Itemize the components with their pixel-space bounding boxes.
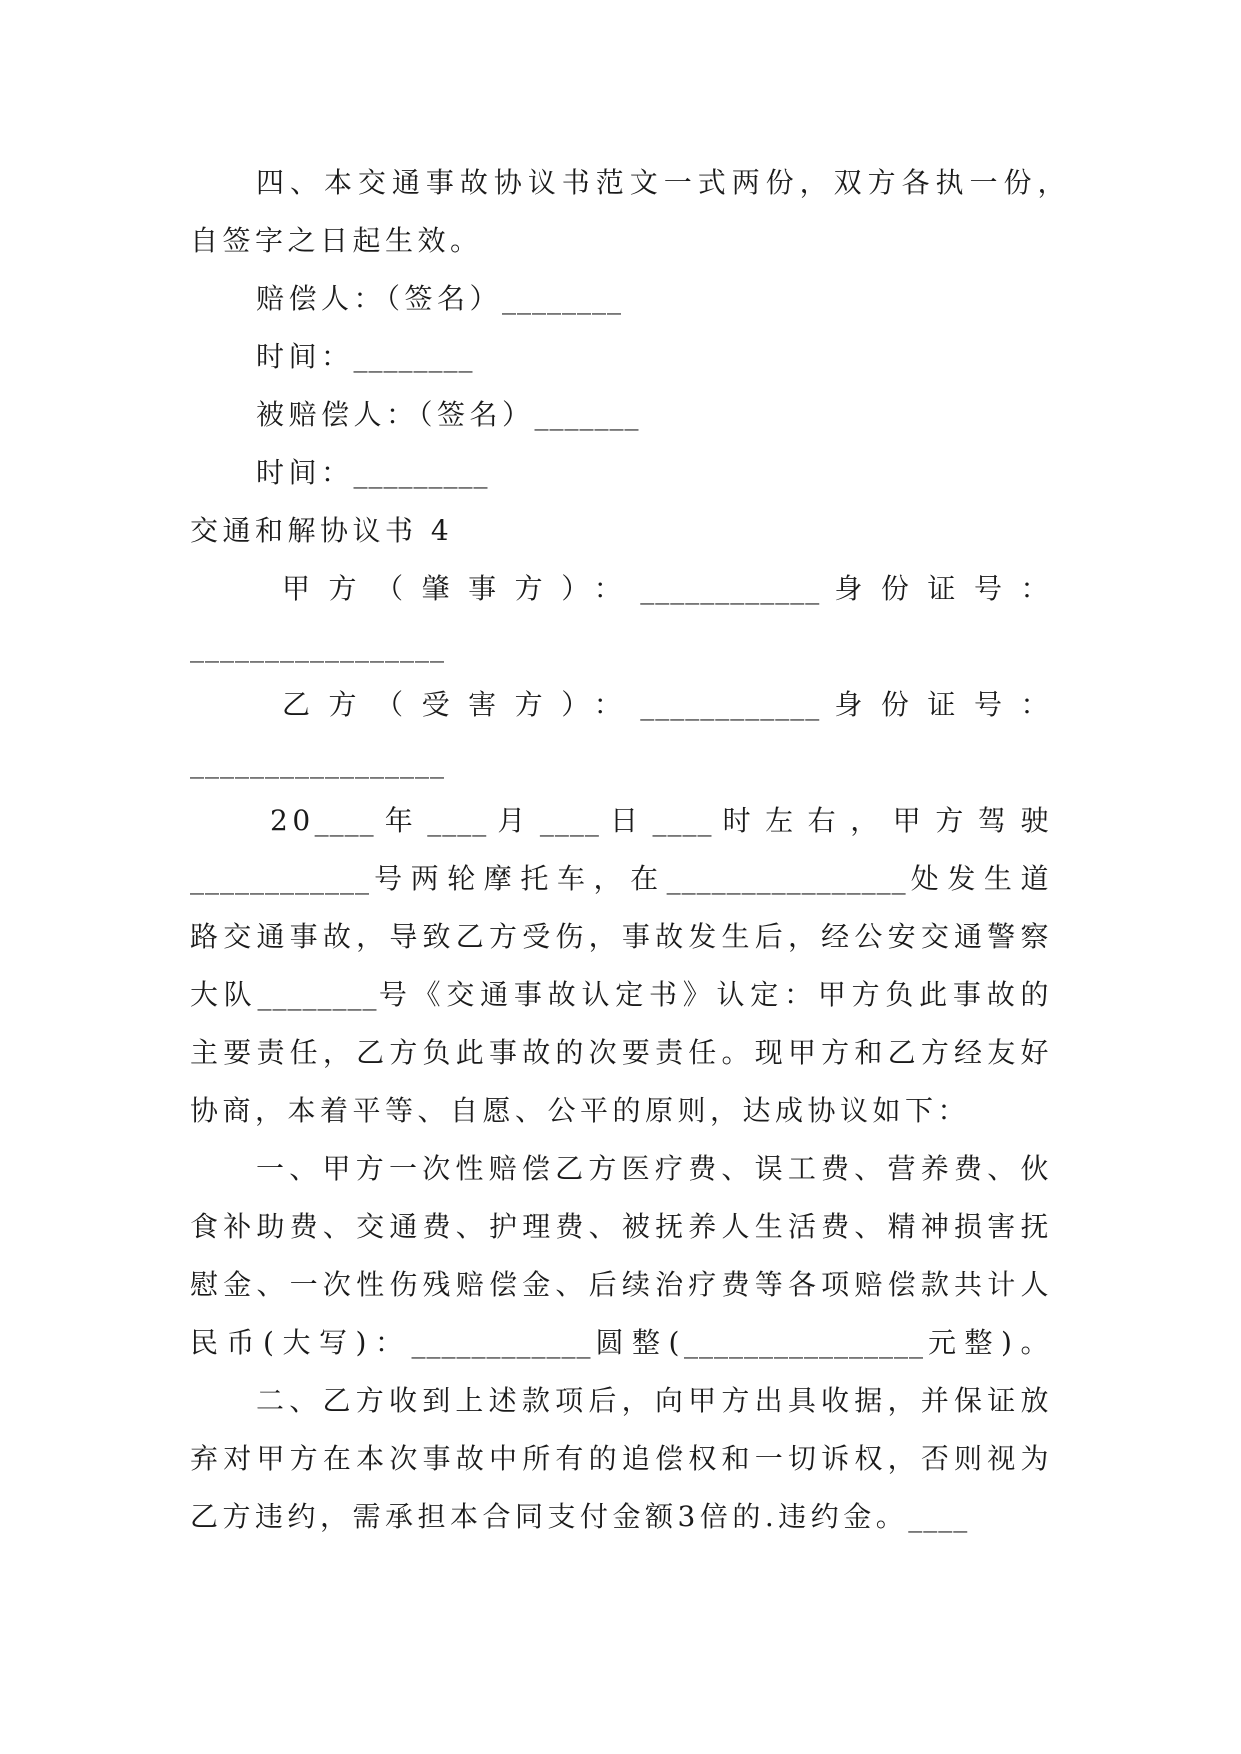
incident-line-6: 协商，本着平等、自愿、公平的原则，达成协议如下： xyxy=(190,1094,971,1127)
blank-field: ____________ xyxy=(190,862,370,895)
clause-one-line-1: 一、甲方一次性赔偿乙方医疗费、误工费、营养费、伙 xyxy=(256,1152,1053,1185)
clause-two-line-3: 乙方违约，需承担本合同支付金额3倍的.违约金。____ xyxy=(190,1500,969,1533)
incident-line-5: 主要责任，乙方负此事故的次要责任。现甲方和乙方经友好 xyxy=(190,1036,1053,1069)
blank-field: ________ xyxy=(502,282,623,315)
blank-field: ____ xyxy=(314,804,375,837)
blank-field: ____ xyxy=(539,804,600,837)
clause-two-line-2: 弃对甲方在本次事故中所有的追偿权和一切诉权，否则视为 xyxy=(190,1442,1053,1475)
signature-compensator-time: 时间：________ xyxy=(256,340,474,373)
blank-field: ____ xyxy=(908,1500,969,1533)
party-b-line: 乙方（受害方）：____________身份证号： xyxy=(282,688,1053,721)
incident-line-4: 大队________号《交通事故认定书》认定：甲方负此事故的 xyxy=(190,978,1053,1011)
blank-field: ________________ xyxy=(666,862,907,895)
agreement-title: 交通和解协议书 4 xyxy=(190,514,454,547)
signature-compensatee: 被赔偿人：（签名）_______ xyxy=(256,398,640,431)
party-a-line: 甲方（肇事方）：____________身份证号： xyxy=(282,572,1053,605)
blank-field: ____________ xyxy=(640,688,821,721)
incident-line-1: 20____年____月____日____时左右，甲方驾驶 xyxy=(270,804,1053,837)
blank-field: ____ xyxy=(652,804,713,837)
blank-field: ________ xyxy=(257,978,378,1011)
blank-field: _______ xyxy=(534,398,640,431)
clause-one-line-2: 食补助费、交通费、护理费、被抚养人生活费、精神损害抚 xyxy=(190,1210,1053,1243)
signature-compensator: 赔偿人：（签名）________ xyxy=(256,282,623,315)
blank-field: _________________ xyxy=(190,630,445,663)
blank-field: ____ xyxy=(427,804,488,837)
clause-four-line-2: 自签字之日起生效。 xyxy=(190,224,483,257)
party-a-id-blank xyxy=(190,618,1053,676)
blank-field: ________________ xyxy=(683,1326,924,1359)
blank-field: _________ xyxy=(353,456,489,489)
signature-compensatee-time: 时间：_________ xyxy=(256,456,489,489)
blank-field: ____________ xyxy=(411,1326,592,1359)
incident-line-2: ____________号两轮摩托车，在________________处发生道 xyxy=(190,862,1053,895)
clause-one-line-4: 民币(大写)：____________圆整(________________元整)。 xyxy=(190,1326,1053,1359)
blank-field: _________________ xyxy=(190,746,445,779)
clause-four-line-1: 四、本交通事故协议书范文一式两份，双方各执一份， xyxy=(256,166,1070,199)
document-body xyxy=(190,154,1070,1546)
clause-two-line-1: 二、乙方收到上述款项后，向甲方出具收据，并保证放 xyxy=(256,1384,1053,1417)
party-b-id-blank xyxy=(190,734,1053,792)
incident-line-3: 路交通事故，导致乙方受伤，事故发生后，经公安交通警察 xyxy=(190,920,1053,953)
blank-field: ____________ xyxy=(640,572,821,605)
blank-field: ________ xyxy=(353,340,474,373)
clause-one-line-3: 慰金、一次性伤残赔偿金、后续治疗费等各项赔偿款共计人 xyxy=(190,1268,1053,1301)
